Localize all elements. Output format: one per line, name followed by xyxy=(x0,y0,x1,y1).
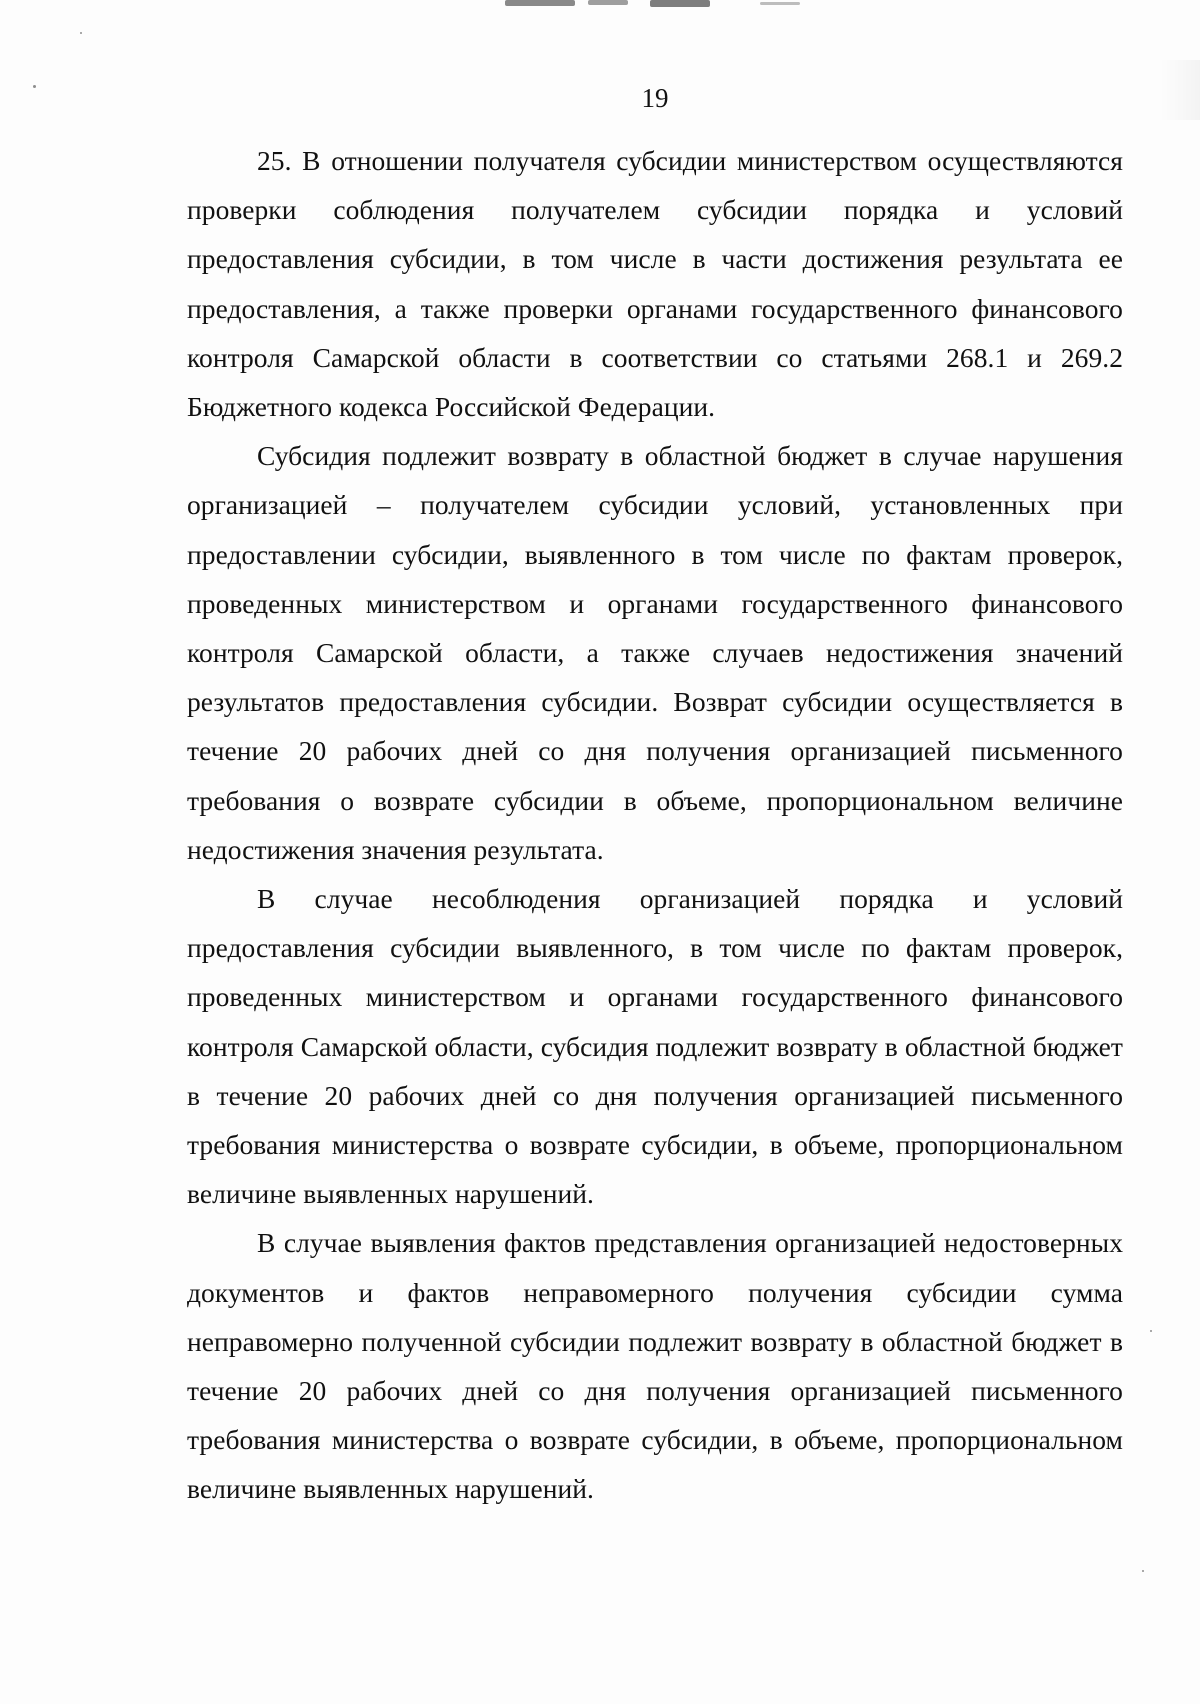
paragraph-false-documents: В случае выявления фактов представления организацией недостоверных документов и фактов неправомерного получения субсидии сумма неправомерно полученной субсидии подлежит возврату в областной бюджет в течение 20 рабочих дней со дня получения организацией письменного требования министерства о возврате субсидии, в объеме, пропорциональном величине выявленных нарушений. xyxy=(187,1227,1123,1505)
page-number: 19 xyxy=(641,83,669,113)
scan-artifact xyxy=(505,0,575,6)
paragraph-noncompliance: В случае несоблюдения организацией порядка и условий предоставления субсидии выявленного, в том числе по фактам проверок, проведенных министерством и органами государственного финансового контроля Самарской области, субсидия подлежит возврату в областной бюджет в течение 20 рабочих дней со дня получения организацией письменного требования министерства о возврате субсидии, в объеме, пропорциональном величине выявленных нарушений. xyxy=(187,883,1123,1210)
document-body xyxy=(187,136,1123,1514)
scan-artifact xyxy=(588,0,628,5)
paragraph-subsidy-return: Субсидия подлежит возврату в областной бюджет в случае нарушения организацией – получателем субсидии условий, установленных при предоставлении субсидии, выявленного в том числе по фактам проверок, проведенных министерством и органами государственного финансового контроля Самарской области, а также случаев недостижения значений результатов предоставления субсидии. Возврат субсидии осуществляется в течение 20 рабочих дней со дня получения организацией письменного требования о возврате субсидии в объеме, пропорциональном величине недостижения значения результата. xyxy=(187,440,1123,865)
scan-speck xyxy=(80,32,82,34)
scan-artifact xyxy=(650,0,710,7)
paragraph-inspections: 25. В отношении получателя субсидии министерством осуществляются проверки соблюдения получателем субсидии порядка и условий предоставления субсидии, в том числе в части достижения результата ее предоставления, а также проверки органами государственного финансового контроля Самарской области в соответствии со статьями 268.1 и 269.2 Бюджетного кодекса Российской Федерации. xyxy=(187,145,1123,423)
scan-artifact xyxy=(760,2,800,5)
scan-speck xyxy=(1142,1570,1144,1572)
scan-speck xyxy=(1150,1330,1152,1332)
